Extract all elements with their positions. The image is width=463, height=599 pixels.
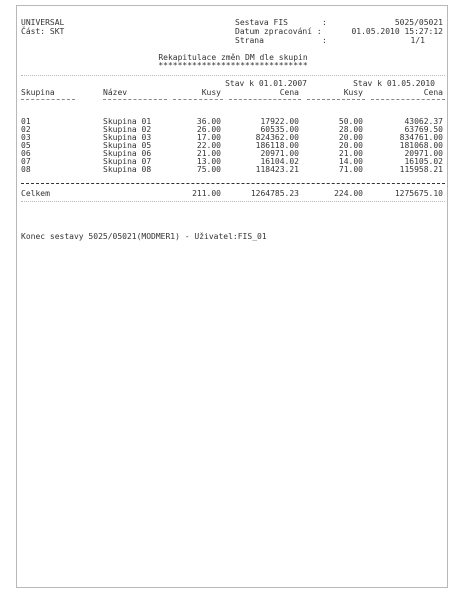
cell-kusy1: 17.00 xyxy=(196,133,221,142)
page-value: 1/1 xyxy=(410,36,425,45)
cell-kusy1: 36.00 xyxy=(196,117,221,126)
cell-nazev: Skupina 05 xyxy=(103,141,152,150)
total-kusy1: 211.00 xyxy=(192,189,221,198)
cell-kusy1: 13.00 xyxy=(196,157,221,166)
total-separator xyxy=(21,183,445,184)
cell-kusy1: 22.00 xyxy=(196,141,221,150)
cell-nazev: Skupina 08 xyxy=(103,165,152,174)
cell-cena1: 60535.00 xyxy=(260,125,299,134)
col-nazev: Název xyxy=(103,88,128,97)
cell-cena2: 115958.21 xyxy=(399,165,443,174)
total-kusy2: 224.00 xyxy=(334,189,363,198)
report-end-footer: Konec sestavy 5025/05021(MODMER1) - Uživatel:FIS_01 xyxy=(21,232,267,241)
cell-kusy2: 28.00 xyxy=(338,125,363,134)
total-cena1: 1264785.23 xyxy=(250,189,299,198)
state2-group-header: Stav k 01.05.2010 xyxy=(353,79,435,88)
cell-cena2: 834761.00 xyxy=(399,133,443,142)
cell-skupina: 08 xyxy=(21,165,31,174)
report-colon: : xyxy=(322,18,327,27)
date-value: 01.05.2010 15:27:12 xyxy=(351,27,443,36)
report-code: 5025/05021 xyxy=(394,18,443,27)
cell-skupina: 03 xyxy=(21,133,31,142)
cell-skupina: 02 xyxy=(21,125,31,134)
header-divider xyxy=(21,75,445,76)
state1-group-header: Stav k 01.01.2007 xyxy=(225,79,307,88)
cell-kusy2: 20.00 xyxy=(338,133,363,142)
col-rule-kusy2 xyxy=(307,99,365,100)
cell-skupina: 07 xyxy=(21,157,31,166)
total-label: Celkem xyxy=(21,189,50,198)
col-rule-kusy1 xyxy=(173,99,223,100)
cell-cena1: 186118.00 xyxy=(255,141,299,150)
cell-cena1: 16104.02 xyxy=(260,157,299,166)
cell-cena1: 17922.00 xyxy=(260,117,299,126)
part-label: Část: SKT xyxy=(21,27,65,36)
cell-nazev: Skupina 06 xyxy=(103,149,152,158)
cell-cena2: 63769.50 xyxy=(404,125,443,134)
cell-skupina: 06 xyxy=(21,149,31,158)
company-name: UNIVERSAL xyxy=(21,18,65,27)
cell-nazev: Skupina 02 xyxy=(103,125,152,134)
cell-cena2: 43062.37 xyxy=(404,117,443,126)
cell-nazev: Skupina 01 xyxy=(103,117,152,126)
cell-cena2: 16105.02 xyxy=(404,157,443,166)
report-title: Rekapitulace změn DM dle skupin xyxy=(158,53,308,62)
page-label: Strana xyxy=(235,36,264,45)
col-rule-cena1 xyxy=(229,99,301,100)
col-cena2: Cena xyxy=(423,88,443,97)
report-label: Sestava FIS xyxy=(235,18,288,27)
date-label: Datum zpracování : xyxy=(235,27,322,36)
cell-nazev: Skupina 03 xyxy=(103,133,152,142)
cell-kusy1: 26.00 xyxy=(196,125,221,134)
cell-kusy2: 50.00 xyxy=(338,117,363,126)
cell-kusy1: 21.00 xyxy=(196,149,221,158)
cell-kusy2: 14.00 xyxy=(338,157,363,166)
cell-cena1: 20971.00 xyxy=(260,149,299,158)
col-rule-cena2 xyxy=(371,99,445,100)
cell-skupina: 01 xyxy=(21,117,31,126)
cell-cena2: 20971.00 xyxy=(404,149,443,158)
cell-kusy2: 21.00 xyxy=(338,149,363,158)
cell-kusy2: 71.00 xyxy=(338,165,363,174)
col-cena1: Cena xyxy=(279,88,299,97)
cell-cena1: 824362.00 xyxy=(255,133,299,142)
report-page xyxy=(16,5,448,588)
col-kusy1: Kusy xyxy=(201,88,221,97)
col-rule-nazev xyxy=(103,99,167,100)
cell-nazev: Skupina 07 xyxy=(103,157,152,166)
col-kusy2: Kusy xyxy=(343,88,363,97)
cell-kusy2: 20.00 xyxy=(338,141,363,150)
col-rule-skupina xyxy=(21,99,75,100)
col-skupina: Skupina xyxy=(21,88,55,97)
cell-skupina: 05 xyxy=(21,141,31,150)
total-bottom-divider xyxy=(21,201,445,202)
title-underline: ******************************* xyxy=(158,61,308,70)
cell-kusy1: 75.00 xyxy=(196,165,221,174)
cell-cena2: 181068.00 xyxy=(399,141,443,150)
cell-cena1: 118423.21 xyxy=(255,165,299,174)
total-cena2: 1275675.10 xyxy=(394,189,443,198)
page-colon: : xyxy=(322,36,327,45)
